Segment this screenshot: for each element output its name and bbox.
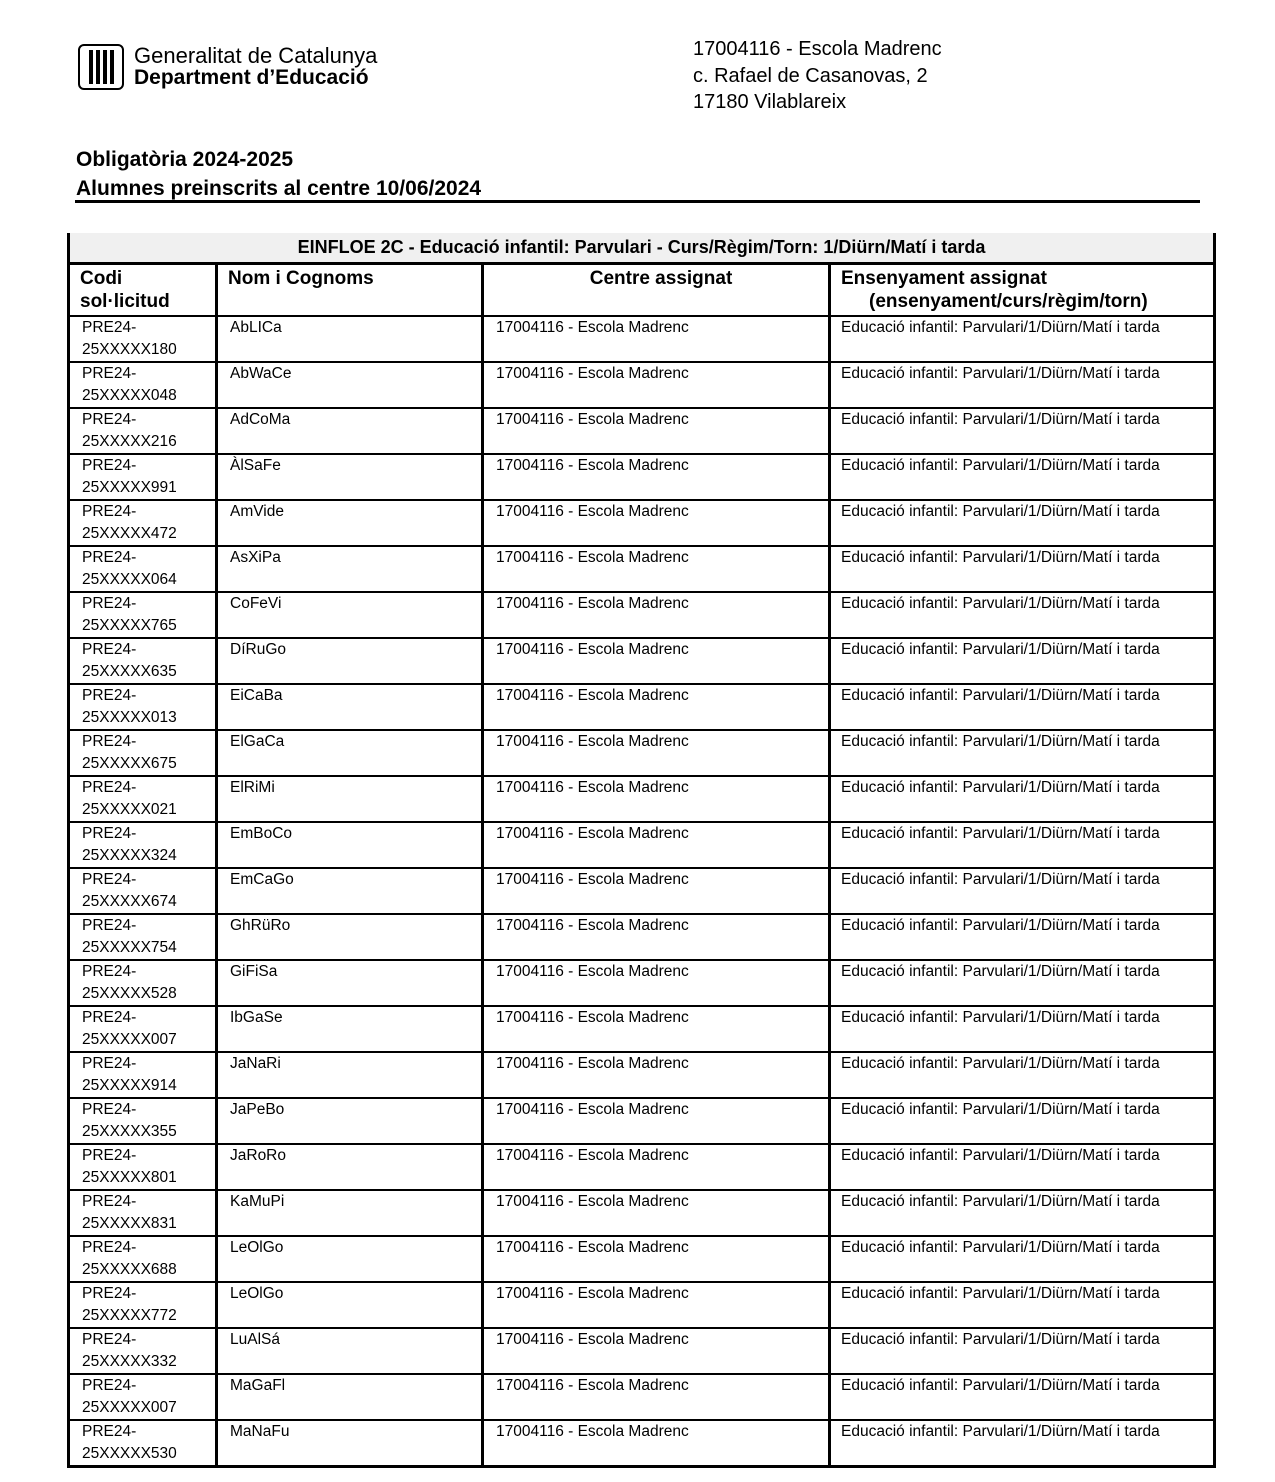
cell-nom: CoFeVi (217, 592, 483, 638)
table-row (69, 408, 1215, 454)
cell-codi (69, 914, 217, 960)
table-row (69, 316, 1215, 362)
cell-centre: 17004116 - Escola Madrenc (483, 454, 830, 500)
codi-part-1: PRE24- (82, 1009, 137, 1026)
codi-part-1: PRE24- (82, 1285, 137, 1302)
cell-codi (69, 1236, 217, 1282)
cell-centre: 17004116 - Escola Madrenc (483, 408, 830, 454)
table-row (69, 546, 1215, 592)
cell-ensenyament: Educació infantil: Parvulari/1/Diürn/Matí i tarda (830, 546, 1215, 592)
cell-centre: 17004116 - Escola Madrenc (483, 1052, 830, 1098)
table-row (69, 1006, 1215, 1052)
table-row (69, 592, 1215, 638)
cell-codi (69, 454, 217, 500)
cell-centre: 17004116 - Escola Madrenc (483, 1144, 830, 1190)
cell-codi (69, 776, 217, 822)
cell-ensenyament: Educació infantil: Parvulari/1/Diürn/Matí i tarda (830, 638, 1215, 684)
cell-nom: GiFiSa (217, 960, 483, 1006)
cell-codi (69, 1420, 217, 1467)
cell-codi (69, 822, 217, 868)
cell-centre: 17004116 - Escola Madrenc (483, 1006, 830, 1052)
codi-part-1: PRE24- (82, 595, 137, 612)
cell-codi (69, 638, 217, 684)
cell-centre: 17004116 - Escola Madrenc (483, 1282, 830, 1328)
table-row (69, 914, 1215, 960)
school-address (693, 36, 942, 116)
cell-centre: 17004116 - Escola Madrenc (483, 500, 830, 546)
group-header: EINFLOE 2C - Educació infantil: Parvulari - Curs/Règim/Torn: 1/Diürn/Matí i tarda (69, 233, 1215, 264)
cell-codi (69, 1374, 217, 1420)
cell-nom: EmCaGo (217, 868, 483, 914)
codi-part-1: PRE24- (82, 1239, 137, 1256)
codi-part-2: 25XXXXX754 (82, 939, 177, 956)
cell-ensenyament: Educació infantil: Parvulari/1/Diürn/Matí i tarda (830, 500, 1215, 546)
logo-line-2: Department d’Educació (134, 66, 369, 89)
cell-nom: GhRüRo (217, 914, 483, 960)
cell-centre: 17004116 - Escola Madrenc (483, 1098, 830, 1144)
cell-nom: MaGaFl (217, 1374, 483, 1420)
codi-part-2: 25XXXXX007 (82, 1031, 177, 1048)
title-divider (75, 200, 1200, 203)
cell-nom: MaNaFu (217, 1420, 483, 1467)
codi-part-2: 25XXXXX007 (82, 1399, 177, 1416)
cell-ensenyament: Educació infantil: Parvulari/1/Diürn/Matí i tarda (830, 1420, 1215, 1467)
cell-nom: LuAlSá (217, 1328, 483, 1374)
cell-ensenyament: Educació infantil: Parvulari/1/Diürn/Matí i tarda (830, 1374, 1215, 1420)
table-row (69, 1374, 1215, 1420)
cell-codi (69, 1144, 217, 1190)
cell-centre: 17004116 - Escola Madrenc (483, 1236, 830, 1282)
table-row (69, 1190, 1215, 1236)
cell-ensenyament: Educació infantil: Parvulari/1/Diürn/Matí i tarda (830, 362, 1215, 408)
title-line-1: Obligatòria 2024-2025 (76, 148, 294, 171)
cell-ensenyament: Educació infantil: Parvulari/1/Diürn/Matí i tarda (830, 684, 1215, 730)
col-header-ens-line1: Ensenyament assignat (841, 268, 1047, 289)
cell-ensenyament: Educació infantil: Parvulari/1/Diürn/Matí i tarda (830, 1052, 1215, 1098)
cell-nom: DíRuGo (217, 638, 483, 684)
cell-centre: 17004116 - Escola Madrenc (483, 1328, 830, 1374)
codi-part-2: 25XXXXX530 (82, 1445, 177, 1462)
codi-part-1: PRE24- (82, 503, 137, 520)
cell-nom: AsXiPa (217, 546, 483, 592)
cell-nom: AmVide (217, 500, 483, 546)
codi-part-1: PRE24- (82, 825, 137, 842)
codi-part-1: PRE24- (82, 1101, 137, 1118)
school-city: 17180 Vilablareix (693, 91, 847, 113)
cell-ensenyament: Educació infantil: Parvulari/1/Diürn/Matí i tarda (830, 822, 1215, 868)
codi-part-2: 25XXXXX048 (82, 387, 177, 404)
cell-codi (69, 362, 217, 408)
cell-codi (69, 1190, 217, 1236)
cell-nom: EmBoCo (217, 822, 483, 868)
cell-codi (69, 868, 217, 914)
cell-centre: 17004116 - Escola Madrenc (483, 592, 830, 638)
cell-ensenyament: Educació infantil: Parvulari/1/Diürn/Matí i tarda (830, 1282, 1215, 1328)
table-row (69, 684, 1215, 730)
codi-part-1: PRE24- (82, 733, 137, 750)
table-row (69, 1098, 1215, 1144)
table-row (69, 1144, 1215, 1190)
col-header-codi-line2: sol·licitud (80, 291, 170, 312)
school-street: c. Rafael de Casanovas, 2 (693, 64, 928, 87)
table-row (69, 500, 1215, 546)
codi-part-1: PRE24- (82, 963, 137, 980)
students-table (67, 233, 1216, 1468)
codi-part-2: 25XXXXX332 (82, 1353, 177, 1370)
cell-ensenyament: Educació infantil: Parvulari/1/Diürn/Matí i tarda (830, 1236, 1215, 1282)
title-line-2: Alumnes preinscrits al centre 10/06/2024 (76, 177, 482, 200)
cell-nom: AbLICa (217, 316, 483, 362)
cell-nom: LeOlGo (217, 1236, 483, 1282)
cell-codi (69, 408, 217, 454)
cell-codi (69, 960, 217, 1006)
cell-centre: 17004116 - Escola Madrenc (483, 1374, 830, 1420)
table-row (69, 1282, 1215, 1328)
codi-part-1: PRE24- (82, 457, 137, 474)
cell-nom: JaPeBo (217, 1098, 483, 1144)
codi-part-2: 25XXXXX688 (82, 1261, 177, 1278)
cell-nom: EiCaBa (217, 684, 483, 730)
cell-nom: JaNaRi (217, 1052, 483, 1098)
col-header-codi-line1: Codi (80, 268, 123, 289)
cell-ensenyament: Educació infantil: Parvulari/1/Diürn/Matí i tarda (830, 960, 1215, 1006)
cell-nom: ElRiMi (217, 776, 483, 822)
codi-part-2: 25XXXXX914 (82, 1077, 177, 1094)
col-header-codi (69, 264, 217, 317)
codi-part-2: 25XXXXX021 (82, 801, 177, 818)
codi-part-1: PRE24- (82, 365, 137, 382)
codi-part-2: 25XXXXX472 (82, 525, 177, 542)
codi-part-2: 25XXXXX528 (82, 985, 177, 1002)
cell-ensenyament: Educació infantil: Parvulari/1/Diürn/Matí i tarda (830, 592, 1215, 638)
cell-ensenyament: Educació infantil: Parvulari/1/Diürn/Matí i tarda (830, 1006, 1215, 1052)
table-row (69, 1052, 1215, 1098)
cell-centre: 17004116 - Escola Madrenc (483, 1190, 830, 1236)
cell-ensenyament: Educació infantil: Parvulari/1/Diürn/Matí i tarda (830, 316, 1215, 362)
table-row (69, 1236, 1215, 1282)
table-row (69, 730, 1215, 776)
generalitat-logo (78, 44, 377, 90)
cell-centre: 17004116 - Escola Madrenc (483, 822, 830, 868)
cell-codi (69, 1052, 217, 1098)
cell-codi (69, 1098, 217, 1144)
cell-nom: ElGaCa (217, 730, 483, 776)
cell-nom: LeOlGo (217, 1282, 483, 1328)
cell-centre: 17004116 - Escola Madrenc (483, 776, 830, 822)
codi-part-1: PRE24- (82, 411, 137, 428)
col-header-ens-line2: (ensenyament/curs/règim/torn) (869, 291, 1148, 312)
codi-part-2: 25XXXXX675 (82, 755, 177, 772)
cell-ensenyament: Educació infantil: Parvulari/1/Diürn/Matí i tarda (830, 454, 1215, 500)
cell-codi (69, 1328, 217, 1374)
cell-ensenyament: Educació infantil: Parvulari/1/Diürn/Matí i tarda (830, 1190, 1215, 1236)
cell-ensenyament: Educació infantil: Parvulari/1/Diürn/Matí i tarda (830, 408, 1215, 454)
codi-part-2: 25XXXXX765 (82, 617, 177, 634)
codi-part-2: 25XXXXX674 (82, 893, 177, 910)
codi-part-2: 25XXXXX801 (82, 1169, 177, 1186)
document-title (76, 145, 481, 203)
table-row (69, 776, 1215, 822)
cell-codi (69, 592, 217, 638)
table-row (69, 638, 1215, 684)
cell-nom: IbGaSe (217, 1006, 483, 1052)
cell-codi (69, 316, 217, 362)
cell-codi (69, 1006, 217, 1052)
codi-part-2: 25XXXXX324 (82, 847, 177, 864)
cell-centre: 17004116 - Escola Madrenc (483, 684, 830, 730)
table-row (69, 868, 1215, 914)
codi-part-1: PRE24- (82, 779, 137, 796)
cell-centre: 17004116 - Escola Madrenc (483, 546, 830, 592)
cell-ensenyament: Educació infantil: Parvulari/1/Diürn/Matí i tarda (830, 1328, 1215, 1374)
codi-part-1: PRE24- (82, 641, 137, 658)
cell-ensenyament: Educació infantil: Parvulari/1/Diürn/Matí i tarda (830, 1098, 1215, 1144)
codi-part-1: PRE24- (82, 917, 137, 934)
cell-codi (69, 730, 217, 776)
codi-part-2: 25XXXXX772 (82, 1307, 177, 1324)
table-row (69, 454, 1215, 500)
cell-centre: 17004116 - Escola Madrenc (483, 914, 830, 960)
cell-ensenyament: Educació infantil: Parvulari/1/Diürn/Matí i tarda (830, 776, 1215, 822)
cell-nom: AdCoMa (217, 408, 483, 454)
codi-part-1: PRE24- (82, 549, 137, 566)
codi-part-1: PRE24- (82, 871, 137, 888)
codi-part-2: 25XXXXX013 (82, 709, 177, 726)
codi-part-1: PRE24- (82, 319, 137, 336)
cell-ensenyament: Educació infantil: Parvulari/1/Diürn/Matí i tarda (830, 914, 1215, 960)
table-row (69, 960, 1215, 1006)
codi-part-1: PRE24- (82, 1331, 137, 1348)
cell-ensenyament: Educació infantil: Parvulari/1/Diürn/Matí i tarda (830, 730, 1215, 776)
cell-nom: JaRoRo (217, 1144, 483, 1190)
cell-codi (69, 546, 217, 592)
codi-part-1: PRE24- (82, 687, 137, 704)
codi-part-2: 25XXXXX064 (82, 571, 177, 588)
codi-part-2: 25XXXXX355 (82, 1123, 177, 1140)
codi-part-1: PRE24- (82, 1377, 137, 1394)
generalitat-seal-icon (78, 44, 124, 90)
cell-nom: KaMuPi (217, 1190, 483, 1236)
col-header-nom: Nom i Cognoms (217, 264, 483, 317)
codi-part-2: 25XXXXX180 (82, 341, 177, 358)
cell-ensenyament: Educació infantil: Parvulari/1/Diürn/Matí i tarda (830, 1144, 1215, 1190)
cell-centre: 17004116 - Escola Madrenc (483, 1420, 830, 1467)
codi-part-1: PRE24- (82, 1193, 137, 1210)
cell-centre: 17004116 - Escola Madrenc (483, 960, 830, 1006)
cell-centre: 17004116 - Escola Madrenc (483, 868, 830, 914)
cell-centre: 17004116 - Escola Madrenc (483, 730, 830, 776)
school-name: 17004116 - Escola Madrenc (693, 38, 942, 60)
col-header-centre: Centre assignat (483, 264, 830, 317)
logo-line-1: Generalitat de Catalunya (134, 43, 378, 68)
codi-part-2: 25XXXXX831 (82, 1215, 177, 1232)
table-row (69, 362, 1215, 408)
cell-codi (69, 684, 217, 730)
table-row (69, 822, 1215, 868)
cell-ensenyament: Educació infantil: Parvulari/1/Diürn/Matí i tarda (830, 868, 1215, 914)
codi-part-1: PRE24- (82, 1055, 137, 1072)
codi-part-2: 25XXXXX216 (82, 433, 177, 450)
cell-nom: AbWaCe (217, 362, 483, 408)
cell-centre: 17004116 - Escola Madrenc (483, 362, 830, 408)
col-header-ensenyament (830, 264, 1215, 317)
table-row (69, 1420, 1215, 1467)
cell-centre: 17004116 - Escola Madrenc (483, 316, 830, 362)
cell-codi (69, 500, 217, 546)
cell-codi (69, 1282, 217, 1328)
cell-nom: ÀlSaFe (217, 454, 483, 500)
codi-part-2: 25XXXXX991 (82, 479, 177, 496)
codi-part-1: PRE24- (82, 1423, 137, 1440)
codi-part-1: PRE24- (82, 1147, 137, 1164)
cell-centre: 17004116 - Escola Madrenc (483, 638, 830, 684)
codi-part-2: 25XXXXX635 (82, 663, 177, 680)
table-row (69, 1328, 1215, 1374)
